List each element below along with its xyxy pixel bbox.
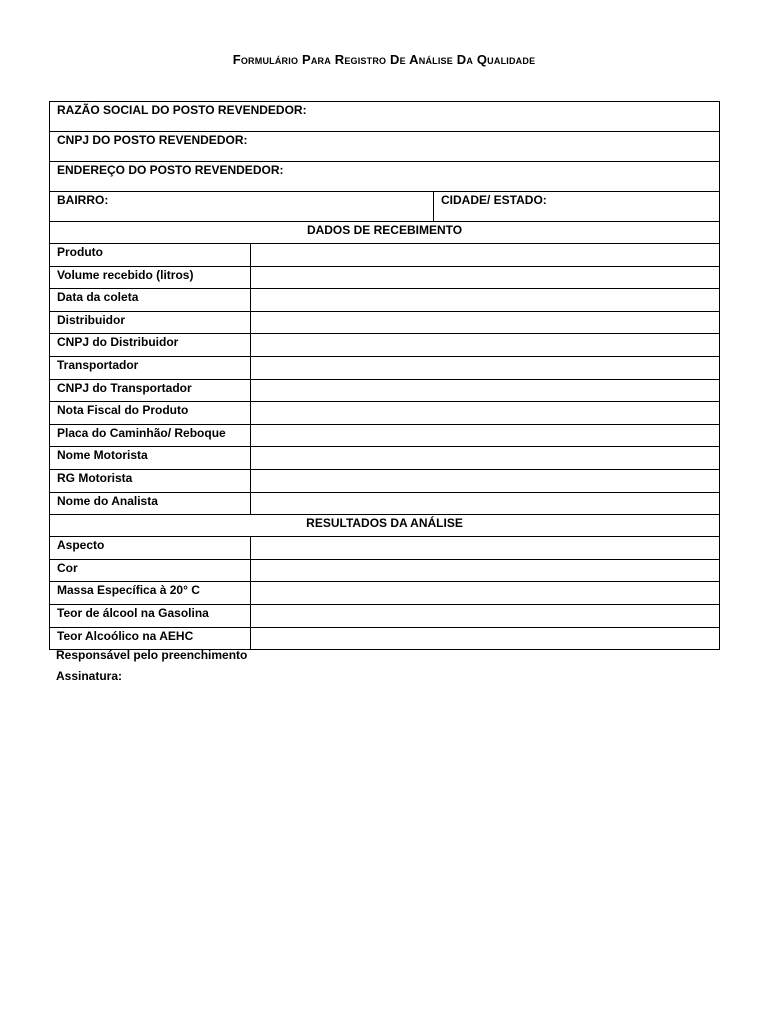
resultado-label: Teor de álcool na Gasolina <box>50 604 251 627</box>
recebimento-value-field[interactable] <box>251 244 720 267</box>
recebimento-label: Data da coleta <box>50 289 251 312</box>
bairro-cidade-row <box>50 192 720 222</box>
recebimento-label: Nome do Analista <box>50 492 251 515</box>
cnpj-posto-row <box>50 132 720 162</box>
recebimento-value-field[interactable] <box>251 266 720 289</box>
resultado-label: Cor <box>50 559 251 582</box>
endereco-field[interactable]: ENDEREÇO DO POSTO REVENDEDOR: <box>50 162 720 192</box>
recebimento-row <box>50 447 720 470</box>
recebimento-row <box>50 492 720 515</box>
recebimento-value-field[interactable] <box>251 402 720 425</box>
recebimento-value-field[interactable] <box>251 469 720 492</box>
recebimento-section-header <box>50 222 720 244</box>
recebimento-row <box>50 424 720 447</box>
recebimento-label: Placa do Caminhão/ Reboque <box>50 424 251 447</box>
resultado-row <box>50 559 720 582</box>
page-title: Formulário Para Registro De Análise Da Qualidade <box>232 52 536 67</box>
recebimento-row <box>50 289 720 312</box>
quality-analysis-form <box>49 101 720 650</box>
resultado-value-field[interactable] <box>251 582 720 605</box>
recebimento-value-field[interactable] <box>251 379 720 402</box>
recebimento-row <box>50 334 720 357</box>
assinatura-label: Assinatura: <box>56 669 123 683</box>
recebimento-row <box>50 402 720 425</box>
recebimento-label: Volume recebido (litros) <box>50 266 251 289</box>
resultado-value-field[interactable] <box>251 627 720 650</box>
resultado-label: Teor Alcoólico na AEHC <box>50 627 251 650</box>
recebimento-row <box>50 356 720 379</box>
recebimento-label: CNPJ do Transportador <box>50 379 251 402</box>
recebimento-section-title: DADOS DE RECEBIMENTO <box>50 222 720 244</box>
recebimento-label: Nota Fiscal do Produto <box>50 402 251 425</box>
resultado-value-field[interactable] <box>251 559 720 582</box>
recebimento-label: RG Motorista <box>50 469 251 492</box>
recebimento-value-field[interactable] <box>251 492 720 515</box>
resultado-row <box>50 604 720 627</box>
recebimento-label: Nome Motorista <box>50 447 251 470</box>
recebimento-value-field[interactable] <box>251 334 720 357</box>
recebimento-label: CNPJ do Distribuidor <box>50 334 251 357</box>
recebimento-row <box>50 244 720 267</box>
resultado-row <box>50 627 720 650</box>
recebimento-label: Produto <box>50 244 251 267</box>
cidade-estado-field[interactable]: CIDADE/ ESTADO: <box>434 192 720 222</box>
razao-social-row <box>50 102 720 132</box>
recebimento-rows <box>50 244 720 515</box>
resultado-value-field[interactable] <box>251 537 720 560</box>
bairro-field[interactable]: BAIRRO: <box>50 192 434 222</box>
resultado-row <box>50 582 720 605</box>
recebimento-value-field[interactable] <box>251 424 720 447</box>
recebimento-value-field[interactable] <box>251 447 720 470</box>
resultado-label: Massa Específica à 20° C <box>50 582 251 605</box>
resultados-section-header <box>50 515 720 537</box>
recebimento-value-field[interactable] <box>251 311 720 334</box>
responsavel-label: Responsável pelo preenchimento <box>56 648 248 662</box>
resultado-label: Aspecto <box>50 537 251 560</box>
recebimento-label: Transportador <box>50 356 251 379</box>
recebimento-value-field[interactable] <box>251 289 720 312</box>
recebimento-label: Distribuidor <box>50 311 251 334</box>
recebimento-row <box>50 469 720 492</box>
recebimento-row <box>50 311 720 334</box>
endereco-row <box>50 162 720 192</box>
recebimento-value-field[interactable] <box>251 356 720 379</box>
resultados-section-title: RESULTADOS DA ANÁLISE <box>50 515 720 537</box>
recebimento-row <box>50 266 720 289</box>
resultados-rows <box>50 537 720 650</box>
resultado-row <box>50 537 720 560</box>
cnpj-posto-field[interactable]: CNPJ DO POSTO REVENDEDOR: <box>50 132 720 162</box>
recebimento-row <box>50 379 720 402</box>
razao-social-field[interactable]: RAZÃO SOCIAL DO POSTO REVENDEDOR: <box>50 102 720 132</box>
resultado-value-field[interactable] <box>251 604 720 627</box>
